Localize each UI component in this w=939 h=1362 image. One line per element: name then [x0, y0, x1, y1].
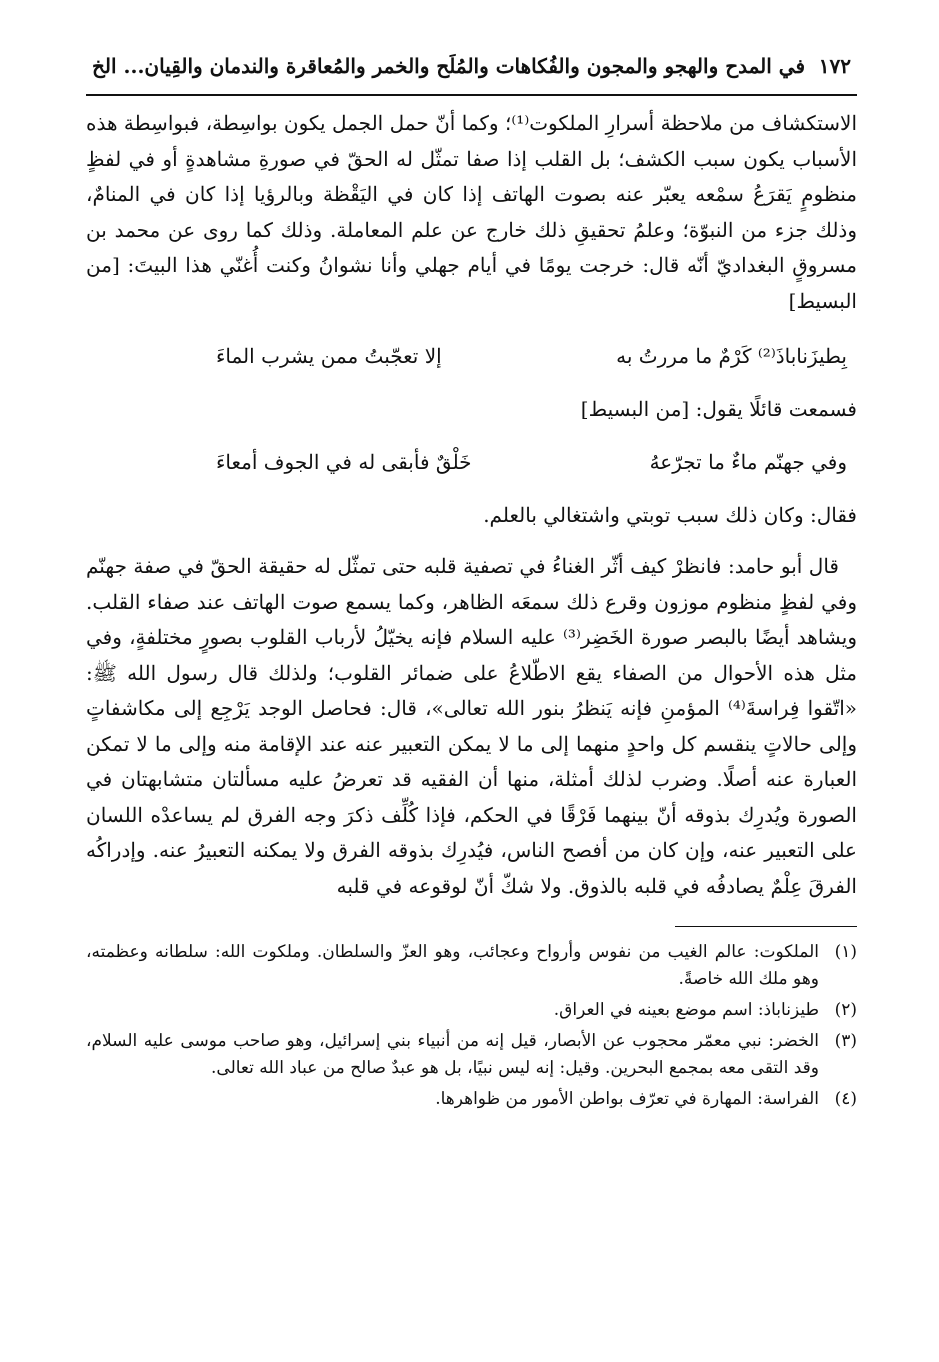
footnote-number: (٢)	[834, 1000, 857, 1020]
verse-bridge: فسمعت قائلًا يقول: [من البسيط]	[580, 397, 857, 421]
footnote-text: الملكوت: عالم الغيب من نفوس وأرواح وعجائب، وهو العزّ والسلطان. وملكوت الله: سلطانه وعظمته، وهو ملك الله خاصةً.	[86, 942, 819, 989]
footnote-2	[86, 997, 857, 1024]
story-ending: فقال: وكان ذلك سبب توبتي واشتغالي بالعلم.	[483, 503, 857, 527]
footnote-text: الخضر: نبي معمّر محجوب عن الأبصار، قيل إنه من أنبياء بني إسرائيل، وهو صاحب موسى عليه السلام، وقد التقى معه بمجمع البحرين. وقيل: إنه ليس نبيًا، بل هو عبدٌ صالح من عباد الله تعالى.	[86, 1031, 819, 1078]
paragraph-2: قال أبو حامد: فانظرْ كيف أثّر الغناءُ في تصفية قلبه حتى تمثّل له حقيقة الحقّ في صفة جهنّم وفي لفظٍ منظوم موزون وقرع ذلك سمعَه الظاهر، وكما يسمع صوت الهاتف عند صفاء القلب. ويشاهد أيضًا بالبصر صورة الخَضِر⁽³⁾ عليه السلام فإنه يخيّلُ لأرباب القلوب بصورٍ مختلفةٍ، وفي مثل هذه الأحوال من الصفاء يقع الاطّلاعُ على ضمائر القلوب؛ ولذلك قال رسول الله ﷺ: «اتّقوا فِراسةَ⁽⁴⁾ المؤمنِ فإنه يَنظرُ بنور الله تعالى»، قال: فحاصل الوجد يَرْجِع إلى مكاشفاتٍ وإلى حالاتٍ ينقسم كل واحدٍ منهما إلى ما لا يمكن التعبير عنه عند الإقامة منه وإلى ما لا تمكن العبارة عنه أصلًا. وضرب لذلك أمثلة، منها أن الفقيه قد تعرضُ عليه مسألتان متشابهتان في الصورة ويُدرِك بذوقه أنّ بينهما فَرْقًا في الحكم، فإذا كُلِّف ذكرَ وجه الفرق لم يساعدْه اللسان على التعبير عنه، وإن كان من أفصح الناس، فيُدرِك بذوقه الفرق ولا يمكنه التعبيرُ عنه. وإدراكُه الفرقَ عِلْمٌ يصادفُه في قلبه بالذوق. ولا شكّ أنّ لوقوعه في قلبه	[86, 554, 858, 898]
footnote-text: الفراسة: المهارة في تعرّف بواطن الأمور من ظواهرها.	[435, 1089, 819, 1109]
page-number: ١٧٢	[818, 54, 851, 78]
footnote-text: طيزناباذ: اسم موضع بعينه في العراق.	[553, 1000, 819, 1020]
footnote-4	[86, 1086, 857, 1113]
running-header	[86, 54, 857, 90]
verse-1-second-hemistich: إلا تعجّبتُ ممن يشرب الماءَ	[216, 344, 442, 368]
footnote-3	[86, 1028, 857, 1082]
header-rule	[86, 94, 857, 96]
poem-block	[86, 327, 857, 541]
footnote-rule	[675, 926, 857, 927]
verse-2-second-hemistich: خَلْقٌ فأبقى له في الجوف أمعاءَ	[216, 450, 472, 474]
footnote-number: (٣)	[834, 1031, 857, 1051]
verse-1	[86, 327, 857, 386]
main-text	[86, 106, 857, 904]
verse-1-first-hemistich: بِطيزَناباذَ⁽²⁾ كَرْمٌ ما مررتُ به	[616, 344, 847, 368]
footnote-number: (٤)	[834, 1089, 857, 1109]
verse-2-first-hemistich: وفي جهنّم ماءٌ ما تجرّعهُ	[649, 450, 847, 474]
verse-2	[86, 433, 857, 492]
footnote-number: (١)	[834, 942, 857, 962]
footnote-1	[86, 939, 857, 993]
running-title: في المدح والهجو والمجون والفُكاهات والمُلَح والخمر والمُعاقرة والندمان والقِيان... الخ	[92, 54, 806, 78]
paragraph-1: الاستكشاف من ملاحظة أسرارِ الملكوت⁽¹⁾؛ وكما أنّ حمل الجمل يكون بواسِطة، فبواسِطة هذه الأسباب يكون سبب الكشف؛ بل القلب إذا صفا تمثّل له الحقّ في صورةِ مشاهدةٍ أو في لفظٍ منظومٍ يَقرَعُ سمْعه يعبّر عنه بصوت الهاتف إذا كان في اليَقْظة وبالرؤيا إذا كان في المنامٌ، وذلك جزء من النبوّة؛ وعلمُ تحقيقِ ذلك خارج عن علم المعاملة. وذلك كما روى عن محمد بن مسروقٍ البغداديّ أنّه قال: خرجت يومًا في أيام جهلي وأنا نشوانُ وكنت أُغنّي هذا البيتَ: [من البسيط]	[86, 111, 858, 313]
footnotes	[86, 939, 857, 1113]
